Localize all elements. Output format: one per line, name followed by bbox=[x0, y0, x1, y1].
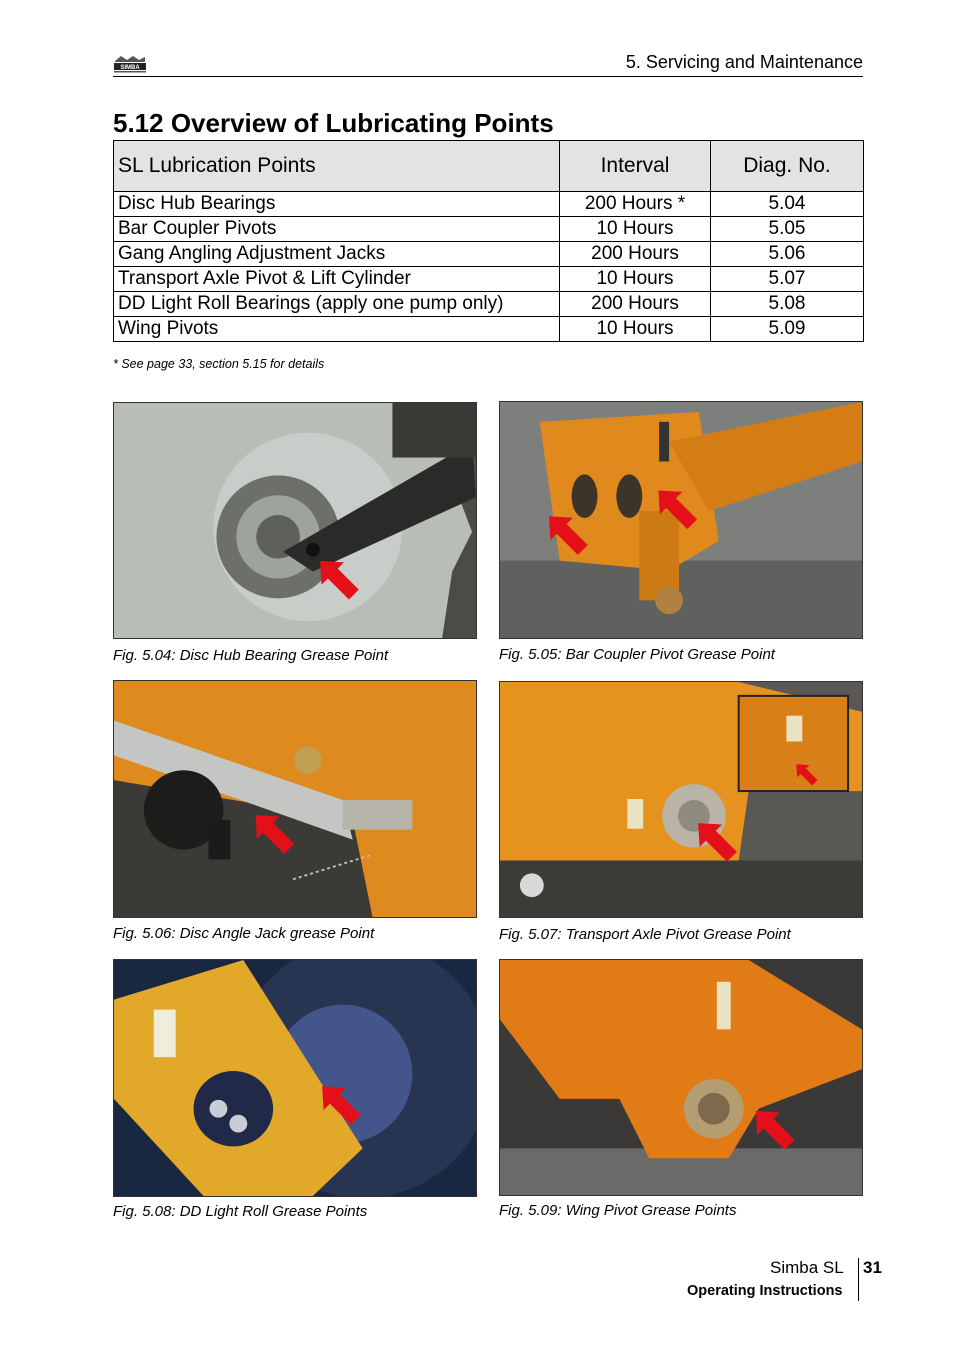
table-row bbox=[114, 267, 864, 292]
figure-caption: Fig. 5.06: Disc Angle Jack grease Point bbox=[113, 925, 375, 942]
figure-caption: Fig. 5.05: Bar Coupler Pivot Grease Point bbox=[499, 646, 775, 663]
footer-divider bbox=[858, 1258, 859, 1301]
cell-interval: 200 Hours bbox=[560, 242, 711, 267]
figure-caption: Fig. 5.09: Wing Pivot Grease Points bbox=[499, 1202, 737, 1219]
header-divider bbox=[113, 76, 863, 77]
cell-diag: 5.05 bbox=[711, 217, 864, 242]
column-header-points: SL Lubrication Points bbox=[114, 141, 560, 192]
cell-interval: 200 Hours * bbox=[560, 192, 711, 217]
photo-wing-pivot bbox=[499, 959, 863, 1196]
cell-diag: 5.06 bbox=[711, 242, 864, 267]
cell-diag: 5.07 bbox=[711, 267, 864, 292]
lubrication-table bbox=[113, 140, 864, 342]
column-header-interval: Interval bbox=[560, 141, 711, 192]
photo-transport-axle-pivot bbox=[499, 681, 863, 918]
table-footnote: * See page 33, section 5.15 for details bbox=[113, 357, 325, 371]
table-row bbox=[114, 192, 864, 217]
cell-point: Bar Coupler Pivots bbox=[114, 217, 560, 242]
photo-disc-angle-jack bbox=[113, 680, 477, 918]
photo-disc-hub-bearing bbox=[113, 402, 477, 639]
cell-diag: 5.09 bbox=[711, 317, 864, 342]
table-row bbox=[114, 217, 864, 242]
column-header-diag: Diag. No. bbox=[711, 141, 864, 192]
photo-bar-coupler-pivot bbox=[499, 401, 863, 639]
footer-subtitle: Operating Instructions bbox=[687, 1283, 843, 1299]
figure-caption: Fig. 5.04: Disc Hub Bearing Grease Point bbox=[113, 647, 389, 664]
cell-point: Wing Pivots bbox=[114, 317, 560, 342]
cell-interval: 10 Hours bbox=[560, 317, 711, 342]
figure-caption: Fig. 5.07: Transport Axle Pivot Grease Point bbox=[499, 926, 791, 943]
cell-diag: 5.08 bbox=[711, 292, 864, 317]
simba-logo bbox=[113, 55, 147, 73]
page-title: 5.12 Overview of Lubricating Points bbox=[113, 108, 554, 138]
page-number: 31 bbox=[863, 1258, 882, 1277]
cell-point: Transport Axle Pivot & Lift Cylinder bbox=[114, 267, 560, 292]
table-row bbox=[114, 292, 864, 317]
logo-text: SIMBA bbox=[120, 65, 140, 71]
cell-diag: 5.04 bbox=[711, 192, 864, 217]
photo-dd-light-roll bbox=[113, 959, 477, 1197]
cell-point: Gang Angling Adjustment Jacks bbox=[114, 242, 560, 267]
table-row bbox=[114, 242, 864, 267]
table-row bbox=[114, 317, 864, 342]
cell-point: DD Light Roll Bearings (apply one pump only) bbox=[114, 292, 560, 317]
header-section-title: 5. Servicing and Maintenance bbox=[625, 52, 863, 72]
cell-interval: 10 Hours bbox=[560, 267, 711, 292]
footer-product-name: Simba SL bbox=[770, 1258, 844, 1277]
figure-caption: Fig. 5.08: DD Light Roll Grease Points bbox=[113, 1203, 368, 1220]
cell-interval: 200 Hours bbox=[560, 292, 711, 317]
cell-point: Disc Hub Bearings bbox=[114, 192, 560, 217]
table-header-row bbox=[114, 141, 864, 192]
cell-interval: 10 Hours bbox=[560, 217, 711, 242]
